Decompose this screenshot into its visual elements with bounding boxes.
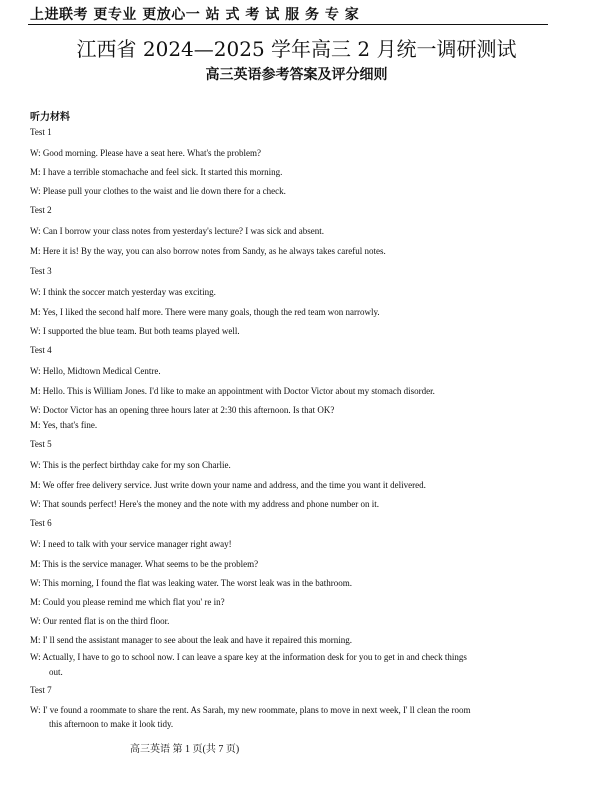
dialogue-line-continuation: this afternoon to make it look tidy. [49, 719, 174, 729]
dialogue-line: W: I think the soccer match yesterday was exciting. [30, 287, 216, 297]
dialogue-line: W: This morning, I found the flat was leaking water. The worst leak was in the bathroom. [30, 578, 353, 588]
dialogue-line: W: I need to talk with your service manager right away! [30, 539, 232, 549]
dialogue-line: M: We offer free delivery service. Just write down your name and address, and the time you want it delivered. [30, 480, 426, 490]
test-label: Test 1 [30, 127, 52, 137]
banner-divider [28, 24, 548, 25]
dialogue-line: M: I have a terrible stomachache and feel sick. It started this morning. [30, 167, 283, 177]
dialogue-line: M: I' ll send the assistant manager to see about the leak and have it repaired this morning. [30, 635, 353, 645]
dialogue-line: M: This is the service manager. What seems to be the problem? [30, 559, 259, 569]
dialogue-line: M: Yes, that's fine. [30, 420, 98, 430]
page-subtitle: 高三英语参考答案及评分细则 [205, 67, 388, 83]
dialogue-line: W: I' ve found a roommate to share the rent. As Sarah, my new roommate, plans to move in next week, I' ll clean the room [30, 705, 471, 715]
page-footer: 高三英语 第 1 页(共 7 页) [130, 744, 240, 755]
test-label: Test 2 [30, 205, 52, 215]
dialogue-line: W: Hello, Midtown Medical Centre. [30, 366, 161, 376]
dialogue-line: W: That sounds perfect! Here's the money and the note with my address and phone number on it. [30, 499, 380, 509]
section-heading: 听力材料 [30, 112, 70, 123]
dialogue-line: W: Our rented flat is on the third floor. [30, 616, 170, 626]
dialogue-line: W: Actually, I have to go to school now. I can leave a spare key at the information desk for you to get in and check things [30, 652, 467, 662]
dialogue-line: W: Please pull your clothes to the waist and lie down there for a check. [30, 186, 286, 196]
dialogue-line: W: Good morning. Please have a seat here. What's the problem? [30, 148, 262, 158]
test-label: Test 4 [30, 345, 52, 355]
dialogue-line-continuation: out. [49, 667, 63, 677]
dialogue-line: M: Here it is! By the way, you can also borrow notes from Sandy, as he always takes careful notes. [30, 246, 386, 256]
dialogue-line: W: Can I borrow your class notes from yesterday's lecture? I was sick and absent. [30, 226, 324, 236]
test-label: Test 5 [30, 439, 52, 449]
dialogue-line: M: Hello. This is William Jones. I'd like to make an appointment with Doctor Victor about my stomach disorder. [30, 386, 435, 396]
page-title: 江西省 2024—2025 学年高三 2 月统一调研测试 [76, 37, 517, 61]
banner-slogan: 上进联考 更专业 更放心一 站 式 考 试 服 务 专 家 [30, 7, 360, 23]
test-label: Test 7 [30, 685, 52, 695]
dialogue-line: M: Could you please remind me which flat you' re in? [30, 597, 225, 607]
dialogue-line: W: I supported the blue team. But both teams played well. [30, 326, 240, 336]
test-label: Test 3 [30, 266, 52, 276]
test-label: Test 6 [30, 518, 52, 528]
dialogue-line: M: Yes, I liked the second half more. There were many goals, though the red team won narrowly. [30, 307, 380, 317]
dialogue-line: W: Doctor Victor has an opening three hours later at 2:30 this afternoon. Is that OK? [30, 405, 335, 415]
dialogue-line: W: This is the perfect birthday cake for my son Charlie. [30, 460, 231, 470]
